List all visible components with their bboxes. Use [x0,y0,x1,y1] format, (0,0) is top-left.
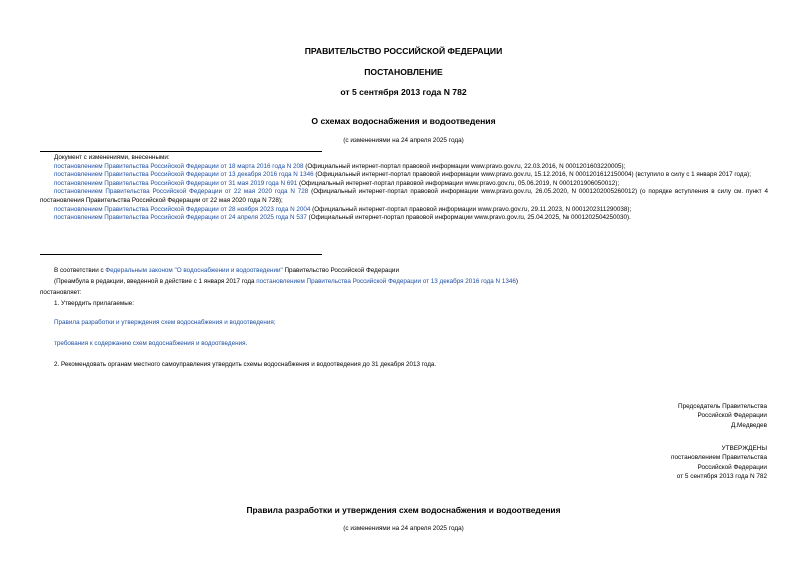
amendments-block [40,154,768,223]
approved-line-2: постановлением Правительства [671,454,767,462]
amendment-text: (Официальный интернет-портал правовой информации www.pravo.gov.ru, 29.11.2023, N 0001202311290038); [310,205,632,213]
signature-position: Председатель Правительства [678,403,767,410]
amendment-link[interactable]: постановлением Правительства Российской Федерации от 22 мая 2020 года N 728 [54,188,309,196]
doc-edition: (с изменениями на 24 апреля 2025 года) [343,137,464,144]
preamble-note-link[interactable]: постановлением Правительства Российской Федерации от 13 декабря 2016 года N 1346 [256,278,516,285]
approved-line-4: от 5 сентября 2013 года N 782 [676,472,767,480]
federal-law-link[interactable]: Федеральным законом "О водоснабжении и водоотведении" [105,267,283,274]
amendment-link[interactable]: постановлением Правительства Российской Федерации от 13 декабря 2016 года N 1346 [54,171,314,179]
amendment-item [40,171,768,180]
amendment-link[interactable]: постановлением Правительства Российской Федерации от 31 мая 2019 года N 691 [54,179,298,187]
amendment-item [40,188,768,205]
amendment-text: (Официальный интернет-портал правовой информации www.pravo.gov.ru, 05.06.2019, N 0001201906050012); [297,179,620,187]
rules-title: Правила разработки и утверждения схем водоснабжения и водоотведения [246,505,561,515]
approved-heading: УТВЕРЖДЕНЫ [721,445,767,452]
decrees-word: постановляет: [40,289,82,296]
amendment-link[interactable]: постановлением Правительства Российской Федерации от 28 ноября 2023 года N 2004 [54,205,311,213]
approved-block [671,444,767,481]
item-2: 2. Рекомендовать органам местного самоуправления утвердить схемы водоснабжения и водоотведения до 31 декабря 2013 года. [54,361,437,368]
preamble-note-pre: (Преамбула в редакции, введенной в действие с 1 января 2017 года [54,278,257,285]
signature-org: Российской Федерации [697,412,767,420]
amendment-item [40,206,768,215]
amendment-text: (Официальный интернет-портал правовой информации www.pravo.gov.ru, 15.12.2016, N 0001201612150004) (вступило в силу с 1 января 2017 года); [313,171,751,179]
doc-title: О схемах водоснабжения и водоотведения [311,116,496,126]
government-heading: ПРАВИТЕЛЬСТВО РОССИЙСКОЙ ФЕДЕРАЦИИ [304,46,503,56]
signature-name: Д.Медведев [730,421,767,429]
requirements-link[interactable]: требования к содержанию схем водоснабжения и водоотведения. [54,340,248,347]
approved-line-3: Российской Федерации [697,463,767,471]
preamble-note [40,278,768,287]
rules-edition: (с изменениями на 24 апреля 2025 года) [343,525,464,532]
amendments-bottom-divider [40,254,322,255]
amendments-top-divider [40,151,322,152]
rules-link[interactable]: Правила разработки и утверждения схем водоснабжения и водоотведения; [54,319,276,326]
amendment-item [40,163,768,172]
amendment-link[interactable]: постановлением Правительства Российской Федерации от 24 апреля 2025 года N 537 [54,214,307,222]
amendment-link[interactable]: постановлением Правительства Российской Федерации от 18 марта 2016 года N 208 [54,162,304,170]
amendment-text: (Официальный интернет-портал правовой информации www.pravo.gov.ru, 25.04.2025, № 0001202504250030). [306,214,631,222]
doc-date-number: от 5 сентября 2013 года N 782 [340,87,467,97]
amendment-text: (Официальный интернет-портал правовой информации www.pravo.gov.ru, 22.03.2016, N 0001201603220005); [303,162,626,170]
doc-type-heading: ПОСТАНОВЛЕНИЕ [364,67,443,77]
preamble-post: Правительство Российской Федерации [282,267,399,274]
preamble-pre: В соответствии с [54,267,106,274]
amendment-item [40,214,768,223]
amendments-intro: Документ с изменениями, внесенными: [54,154,170,161]
signature-block [678,402,767,430]
preamble-paragraph [40,267,768,276]
preamble-note-post: ) [515,278,518,285]
amendment-text: (Официальный интернет-портал правовой информации www.pravo.gov.ru, 26.05.2020, N 0001202005260012) (о порядке вступления в силу см. пункт 4 постановления Правительства Российской Федерации от 22 мая 2020 года N 728); [40,188,769,204]
item-1: 1. Утвердить прилагаемые: [54,300,134,307]
